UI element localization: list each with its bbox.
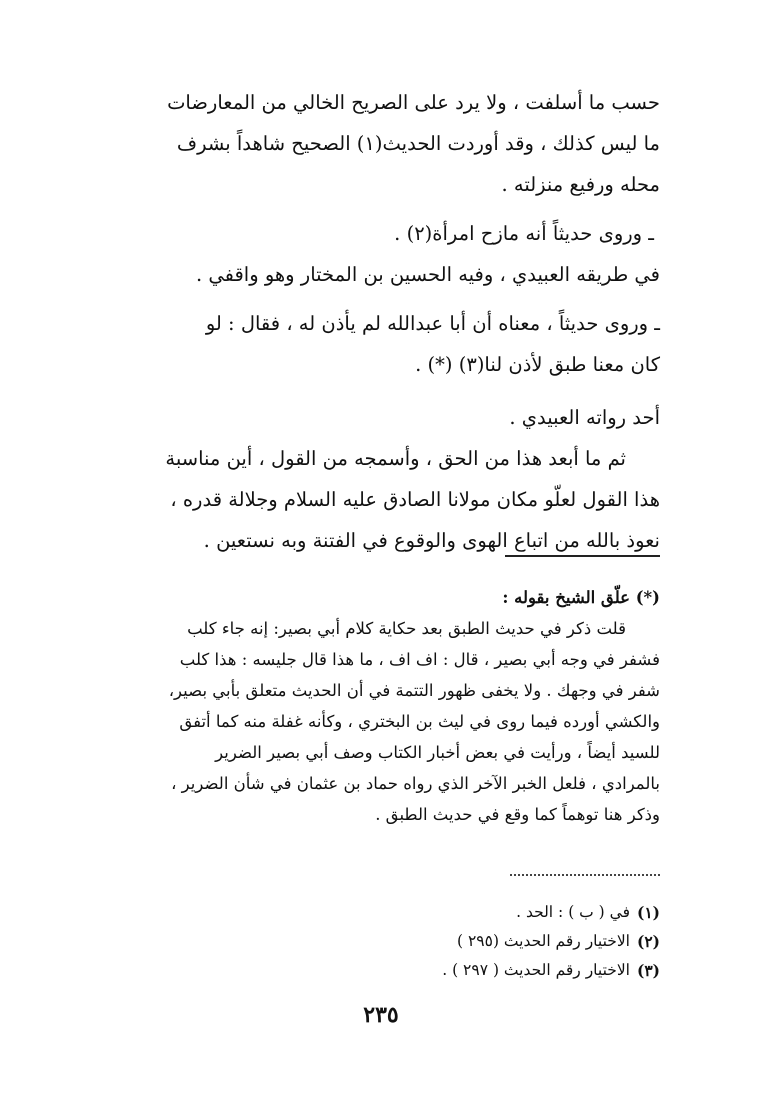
main-line: هذا القول لعلّو مكان مولانا الصادق عليه السلام وجلالة قدره ، xyxy=(170,488,660,511)
comment-line: والكشي أورده فيما روى في ليث بن البختري ، وكأنه غفلة منه كما أتفق xyxy=(179,712,660,731)
footnote-text: الاختيار رقم الحديث (٢٩٥ ) xyxy=(456,932,630,950)
footnote-text: الاختيار رقم الحديث ( ٢٩٧ ) . xyxy=(442,961,630,979)
footnote-number: (٣) xyxy=(636,961,660,980)
footnote-item xyxy=(100,898,660,927)
page-number: ٢٣٥ xyxy=(363,1002,399,1028)
comment-heading: (*) علّق الشيخ بقوله : xyxy=(502,588,660,607)
comment-line: للسيد أيضاً ، ورأيت في بعض أخبار الكتاب وصف أبي بصير الضرير xyxy=(215,743,660,762)
main-line: كان معنا طبق لأذن لنا(٣) (*) . xyxy=(415,353,660,376)
footnotes xyxy=(100,898,660,985)
comment-line: وذكر هنا توهماً كما وقع في حديث الطبق . xyxy=(375,805,660,824)
comment-line: شفر في وجهك . ولا يخفى ظهور التتمة في أن الحديث متعلق بأبي بصير، xyxy=(168,681,660,700)
footnote-item xyxy=(100,927,660,956)
footnote-number: (١) xyxy=(636,903,660,922)
main-line: ما ليس كذلك ، وقد أوردت الحديث(١) الصحيح شاهداً بشرف xyxy=(176,132,660,155)
comment-block xyxy=(100,582,660,830)
footnote-separator xyxy=(510,874,660,876)
section-separator xyxy=(505,555,660,557)
main-line: ثم ما أبعد هذا من الحق ، وأسمجه من القول ، أين مناسبة xyxy=(165,447,626,470)
main-line: ـ وروى حديثاً أنه مازح امرأة(٢) . xyxy=(394,222,654,245)
comment-line: فشفر في وجه أبي بصير ، قال : اف اف ، ما هذا قال جليسه : هذا كلب xyxy=(179,650,660,669)
main-line: ـ وروى حديثاً ، معناه أن أبا عبدالله لم يأذن له ، فقال : لو xyxy=(205,312,660,335)
footnote-number: (٢) xyxy=(636,932,660,951)
main-line: في طريقه العبيدي ، وفيه الحسين بن المختار وهو واقفي . xyxy=(195,263,660,286)
footnote-text: في ( ب ) : الحد . xyxy=(516,903,630,921)
comment-line: قلت ذكر في حديث الطبق بعد حكاية كلام أبي بصير: إنه جاء كلب xyxy=(187,619,626,638)
main-line: نعوذ بالله من اتباع الهوى والوقوع في الفتنة وبه نستعين . xyxy=(203,529,660,552)
comment-line: بالمرادي ، فلعل الخبر الآخر الذي رواه حماد بن عثمان في شأن الضرير ، xyxy=(171,774,660,793)
main-text-block xyxy=(100,82,660,561)
main-line: محله ورفيع منزلته . xyxy=(501,173,660,196)
main-line: حسب ما أسلفت ، ولا يرد على الصريح الخالي من المعارضات xyxy=(167,91,660,114)
main-line: أحد رواته العبيدي . xyxy=(509,406,660,429)
footnote-item xyxy=(100,956,660,985)
